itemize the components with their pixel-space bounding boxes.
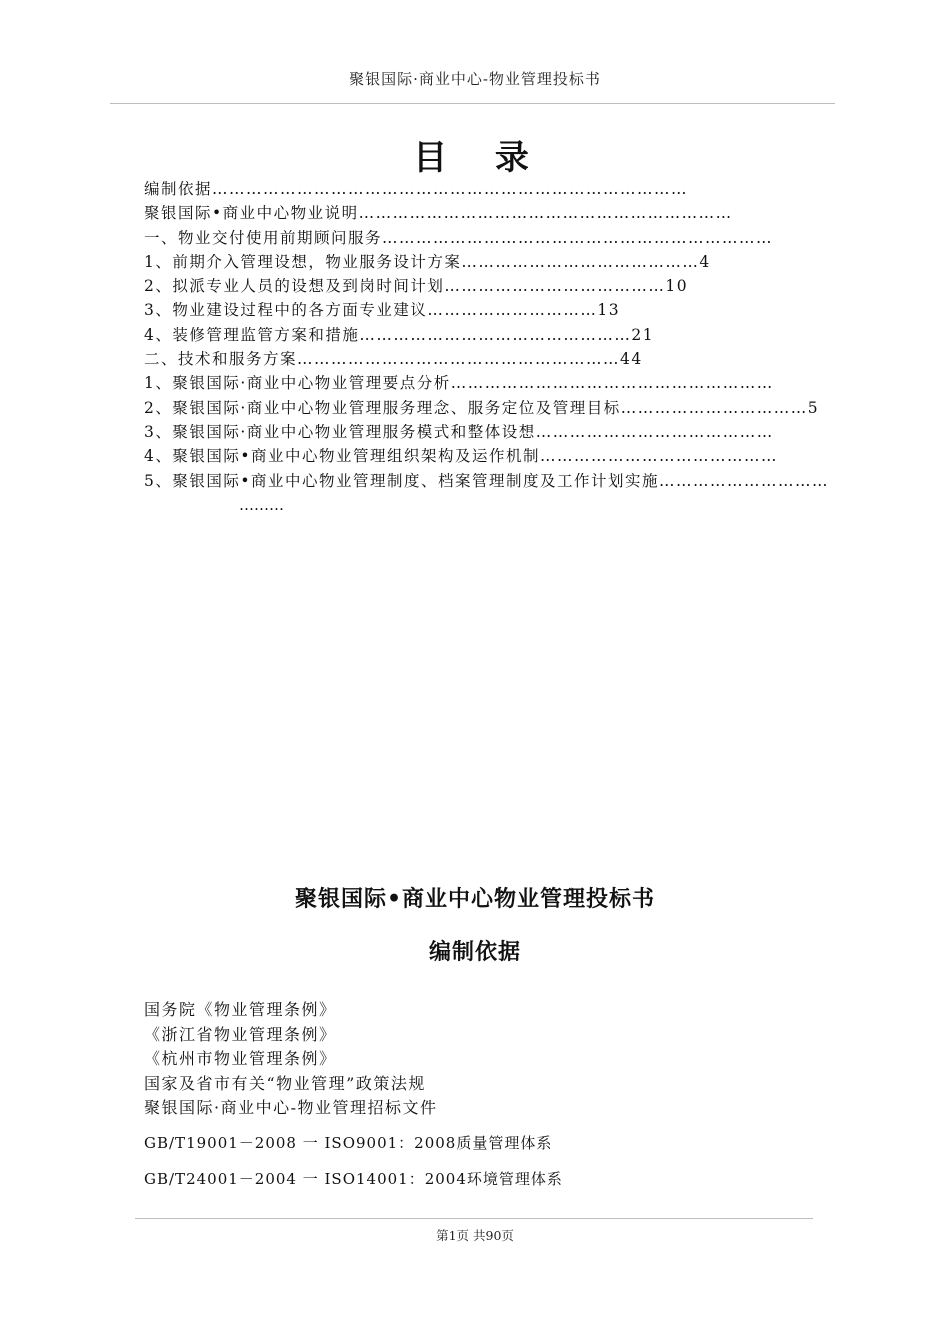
toc-entry[interactable]: 二、技术和服务方案…………………………………………………44 (144, 350, 643, 369)
toc-entry[interactable]: 2、聚银国际·商业中心物业管理服务理念、服务定位及管理目标……………………………5 (144, 398, 820, 417)
toc-entry[interactable]: 1、前期介入管理设想，物业服务设计方案……………………………………4 (144, 252, 711, 271)
toc-entry[interactable]: 2、拟派专业人员的设想及到岗时间计划…………………………………10 (144, 277, 689, 296)
page-footer: 第1页 共90页 (436, 1228, 514, 1243)
toc-entry[interactable]: 聚银国际•商业中心物业说明………………………………………………………… (144, 204, 733, 223)
page-header: 聚银国际·商业中心-物业管理投标书 (349, 70, 601, 88)
standard-item: GB/T24001－2004 一 ISO14001：2004环境管理体系 (144, 1170, 563, 1188)
basis-item: 《杭州市物业管理条例》 (144, 1049, 337, 1068)
toc-title: 目 录 (413, 138, 547, 178)
toc-entry[interactable]: 一、物业交付使用前期顾问服务…………………………………………………………… (144, 228, 774, 247)
toc-entry[interactable]: 4、聚银国际•商业中心物业管理组织架构及运作机制…………………………………… (144, 447, 779, 466)
toc-entry-continuation: ……… (239, 495, 284, 514)
header-divider (110, 103, 835, 104)
toc-entry[interactable]: 3、物业建设过程中的各方面专业建议…………………………13 (144, 301, 621, 320)
basis-item: 聚银国际·商业中心-物业管理招标文件 (144, 1098, 438, 1117)
basis-item: 《浙江省物业管理条例》 (144, 1024, 337, 1044)
section-title: 编制依据 (428, 939, 521, 965)
basis-item: 国务院《物业管理条例》 (144, 1000, 337, 1019)
basis-list (144, 998, 824, 1121)
basis-item: 国家及省市有关“物业管理”政策法规 (144, 1073, 426, 1093)
document-title: 聚银国际•商业中心物业管理投标书 (294, 886, 656, 912)
toc-entry[interactable]: 1、聚银国际·商业中心物业管理要点分析………………………………………………… (144, 374, 774, 393)
toc-entry[interactable]: 5、聚银国际•商业中心物业管理制度、档案管理制度及工作计划实施………………………… (144, 471, 830, 490)
toc-entry[interactable]: 编制依据………………………………………………………………………… (144, 180, 689, 198)
table-of-contents (144, 177, 854, 517)
toc-entry[interactable]: 4、装修管理监管方案和措施…………………………………………21 (144, 325, 655, 344)
standard-item: GB/T19001－2008 一 ISO9001：2008质量管理体系 (144, 1134, 553, 1152)
toc-entry[interactable]: 3、聚银国际·商业中心物业管理服务模式和整体设想…………………………………… (144, 422, 774, 441)
footer-divider (135, 1218, 813, 1219)
